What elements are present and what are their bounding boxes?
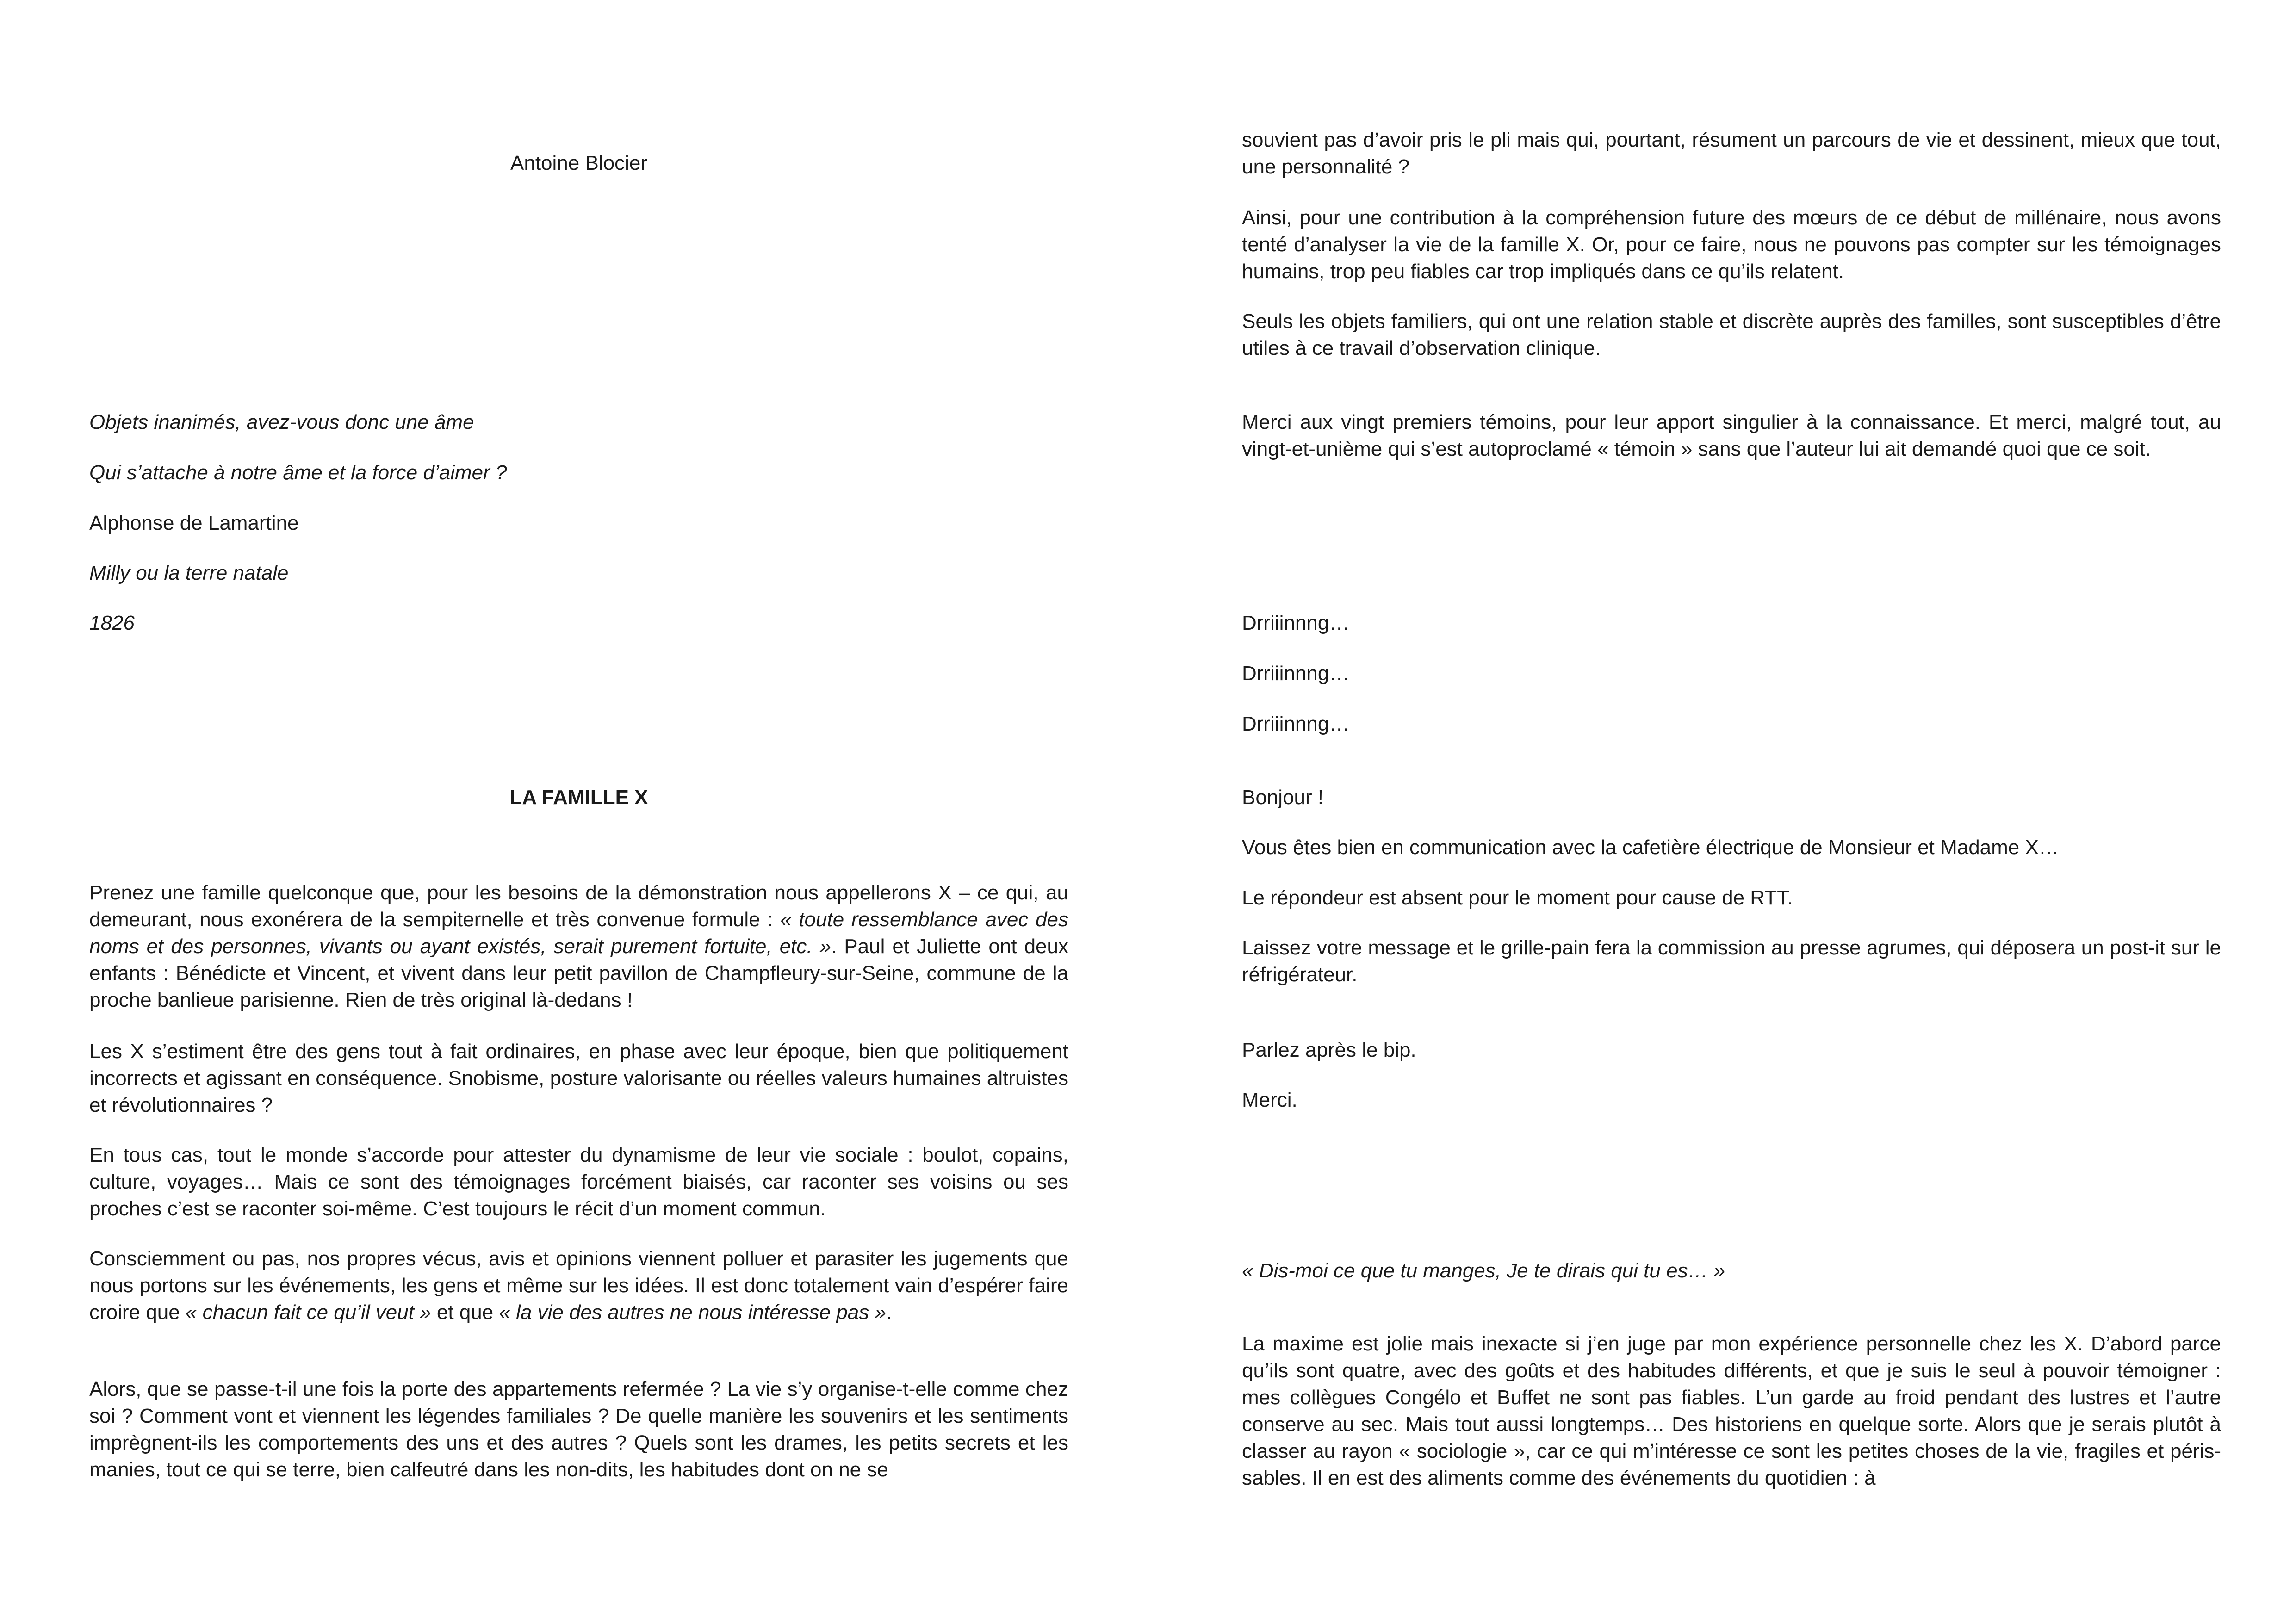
ring-line-1: Drriiinnng…: [1242, 612, 1350, 634]
epigraph-line-1: Objets inanimés, avez-vous donc une âme: [89, 411, 474, 434]
right-paragraph-5: La maxime est jolie mais inexacte si j’en juge par mon expérience personnelle chez les X. D’abord parce qu’ils sont quatre, avec des goûts et des habitudes différents, et que je suis le seul à pouvoir témoigner : mes collègues Congélo et Buffet ne sont pas fiables. L’un garde au froid pendant des lustres et l’autre conserve au sec. Mais tout aussi longtemps… Des historiens en quelque sorte. Alors que je serais plutôt à classer au rayon « sociologie », car ce qui m’intéresse ce sont les petites choses de la vie, fragiles et péris-sables. Il en est des aliments comme des événements du quotidien : à: [1242, 1332, 2221, 1489]
paragraph-4: [89, 1245, 1068, 1326]
right-paragraph-4: Merci aux vingt premiers témoins, pour leur apport singulier à la connaissance. Et merci, malgré tout, au vingt-et-unième qui s’est autoproclamé « témoin » sans que l’auteur lui ait demandé quoi que ce soit.: [1242, 411, 2221, 460]
message-line-1: Bonjour !: [1242, 786, 1324, 809]
right-paragraph-2: Ainsi, pour une contribution à la compréhension future des mœurs de ce début de millénaire, nous avons tenté d’analyser la vie de la famille X. Or, pour ce faire, nous ne pouvons pas compter sur les témoignages humains, trop peu fiables car trop impliqués dans ce qu’ils relatent.: [1242, 206, 2221, 283]
message-line-4: Laissez votre message et le grille-pain fera la commission au presse agrumes, qui déposera un post-it sur le réfrigérateur.: [1242, 936, 2221, 986]
paragraph-5: Alors, que se passe-t-il une fois la porte des appartements refermée ? La vie s’y organise-t-elle comme chez soi ? Comment vont et viennent les légendes familiales ? De quelle manière les souvenirs et les sentiments imprègnent-ils les comportements des uns et des autres ? Quels sont les drames, les petits secrets et les manies, tout ce qui se terre, bien calfeutré dans les non-dits, les habitudes dont on ne se: [89, 1378, 1068, 1481]
ring-line-2: Drriiinnng…: [1242, 662, 1350, 685]
message-line-3: Le répondeur est absent pour le moment pour cause de RTT.: [1242, 886, 1793, 909]
right-paragraph-3: Seuls les objets familiers, qui ont une relation stable et discrète auprès des familles, sont susceptibles d’être utiles à ce travail d’observation clinique.: [1242, 310, 2221, 359]
chapter-title: LA FAMILLE X: [509, 786, 648, 809]
paragraph-2: Les X s’estiment être des gens tout à fait ordinaires, en phase avec leur époque, bien que politiquement incorrects et agissant en conséquence. Snobisme, posture valorisante ou réelles valeurs humaines altruistes et révolutionnaires ?: [89, 1040, 1068, 1116]
message-line-6: Merci.: [1242, 1089, 1297, 1111]
paragraph-4-text-e: .: [886, 1301, 892, 1324]
message-line-5: Parlez après le bip.: [1242, 1039, 1416, 1061]
right-paragraph-1: souvient pas d’avoir pris le pli mais qui, pourtant, résument un parcours de vie et dessinent, mieux que tout, une personnalité ?: [1242, 129, 2221, 178]
epigraph-work: Milly ou la terre natale: [89, 562, 289, 584]
paragraph-4-text-a: Consciemment ou pas, nos propres vécus, avis et opinions viennent polluer et parasiter les jugements que nous portons sur les événements, les gens et même sur les idées. Il est donc totalement vain d’espérer faire croire que: [89, 1247, 1068, 1324]
paragraph-4-text-c: et que: [431, 1301, 499, 1324]
ring-line-3: Drriiinnng…: [1242, 712, 1350, 735]
message-line-2: Vous êtes bien en communication avec la cafetière électrique de Monsieur et Madame X…: [1242, 836, 2059, 859]
paragraph-1-text-c: . Paul et Juliette ont deux enfants : Bénédicte et Vincent, et vivent dans leur petit pavillon de Champfleury-sur-Seine, commune de la proche banlieue parisienne. Rien de très original là-dedans !: [89, 935, 1068, 1011]
paragraph-3: En tous cas, tout le monde s’accorde pour attester du dynamisme de leur vie sociale : boulot, copains, culture, voyages… Mais ce sont des témoignages forcément biaisés, car raconter ses voisins ou ses proches c’est se raconter soi-même. C’est toujours le récit d’un moment commun.: [89, 1144, 1068, 1220]
paragraph-1: [89, 880, 1068, 1014]
epigraph-poet: Alphonse de Lamartine: [89, 512, 299, 534]
paragraph-4-quote-1: « chacun fait ce qu’il veut »: [185, 1301, 431, 1324]
paragraph-4-quote-2: « la vie des autres ne nous intéresse pas »: [499, 1301, 886, 1324]
maxim-quote: « Dis-moi ce que tu manges, Je te dirais qui tu es… »: [1242, 1259, 1725, 1282]
paragraph-1-quote: « toute ressemblance avec des noms et des personnes, vivants ou ayant existés, serait purement fortuite, etc. »: [89, 908, 1068, 958]
author-name: Antoine Blocier: [510, 152, 647, 174]
epigraph-year: 1826: [89, 612, 135, 634]
epigraph-line-2: Qui s’attache à notre âme et la force d’aimer ?: [89, 461, 507, 484]
paragraph-1-text-a: Prenez une famille quelconque que, pour les besoins de la démonstration nous appellerons X – ce qui, au demeurant, nous exonérera de la sempiternelle et très convenue formule :: [89, 881, 1068, 931]
